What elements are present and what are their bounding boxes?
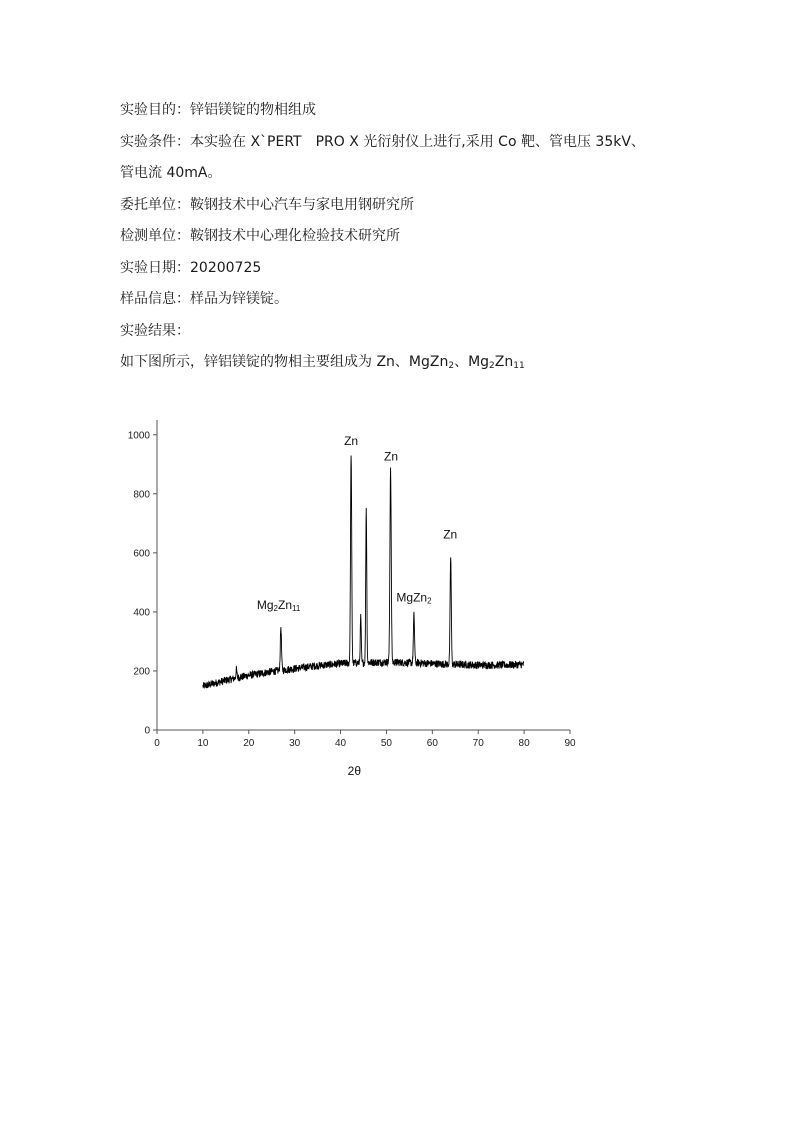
y-tick-label: 800 bbox=[133, 489, 150, 501]
peak-annotation: Zn bbox=[344, 434, 359, 449]
date-line bbox=[120, 258, 690, 278]
report-text bbox=[120, 100, 690, 384]
conclusion-sub-3: 11 bbox=[513, 361, 525, 371]
sample-label: 样品信息： bbox=[120, 291, 190, 307]
sample-line bbox=[120, 289, 690, 309]
conditions-label: 实验条件： bbox=[120, 133, 190, 150]
results-line bbox=[120, 321, 690, 341]
x-axis-title: 2θ bbox=[347, 764, 362, 778]
x-tick-label: 50 bbox=[380, 738, 393, 749]
client-label: 委托单位： bbox=[120, 196, 190, 213]
y-tick-label: 1000 bbox=[127, 430, 150, 442]
x-tick-label: 80 bbox=[518, 738, 530, 749]
x-tick-label: 40 bbox=[334, 738, 347, 749]
xrd-trace-line bbox=[203, 455, 524, 688]
conclusion-zn: Zn bbox=[494, 354, 514, 370]
date-value: 20200725 bbox=[190, 259, 262, 276]
x-tick-label: 90 bbox=[564, 738, 576, 749]
tester-label: 检测单位： bbox=[120, 228, 190, 244]
sample-value: 样品为锌镁锭。 bbox=[190, 291, 288, 307]
conditions-line-2 bbox=[120, 163, 690, 183]
x-tick-label: 0 bbox=[154, 738, 160, 749]
date-label: 实验日期： bbox=[120, 259, 190, 276]
tester-line bbox=[120, 226, 690, 246]
conclusion-prefix: 如下图所示，锌铝镁锭的物相主要组成为 Zn、MgZn bbox=[120, 354, 449, 370]
client-value: 鞍钢技术中心汽车与家电用钢研究所 bbox=[190, 196, 414, 213]
y-tick-label: 400 bbox=[133, 607, 150, 619]
x-tick-label: 70 bbox=[472, 738, 484, 749]
peak-annotation: Mg2Zn11 bbox=[256, 597, 301, 613]
purpose-label: 实验目的： bbox=[120, 102, 190, 118]
conditions-line bbox=[120, 132, 690, 152]
peak-annotation: Zn bbox=[443, 527, 458, 542]
x-tick-label: 20 bbox=[243, 738, 255, 749]
conclusion-line bbox=[120, 352, 690, 372]
tester-value: 鞍钢技术中心理化检验技术研究所 bbox=[190, 228, 400, 244]
xrd-chart-svg bbox=[110, 410, 590, 790]
peak-annotation: Zn bbox=[384, 449, 399, 464]
conclusion-mid: 、Mg bbox=[454, 354, 490, 370]
x-tick-label: 60 bbox=[426, 738, 438, 749]
y-tick-label: 0 bbox=[144, 725, 150, 737]
conclusion-sub-1: 2 bbox=[448, 361, 455, 371]
conditions-value-2: 管电流 40mA。 bbox=[120, 165, 222, 181]
xrd-chart bbox=[110, 410, 590, 790]
purpose-value: 锌铝镁锭的物相组成 bbox=[190, 102, 316, 118]
x-tick-label: 10 bbox=[197, 738, 209, 749]
purpose-line bbox=[120, 100, 690, 120]
results-label: 实验结果： bbox=[120, 322, 190, 339]
conditions-value-1: 本实验在 X`PERT PRO X 光衍射仪上进行,采用 Co 靶、管电压 35kV、 bbox=[190, 133, 645, 150]
x-tick-label: 30 bbox=[289, 738, 301, 749]
y-tick-label: 600 bbox=[133, 548, 150, 560]
y-tick-label: 200 bbox=[133, 666, 150, 678]
client-line bbox=[120, 195, 690, 215]
peak-annotation: MgZn2 bbox=[396, 590, 432, 606]
conclusion-sub-2: 2 bbox=[489, 361, 495, 371]
